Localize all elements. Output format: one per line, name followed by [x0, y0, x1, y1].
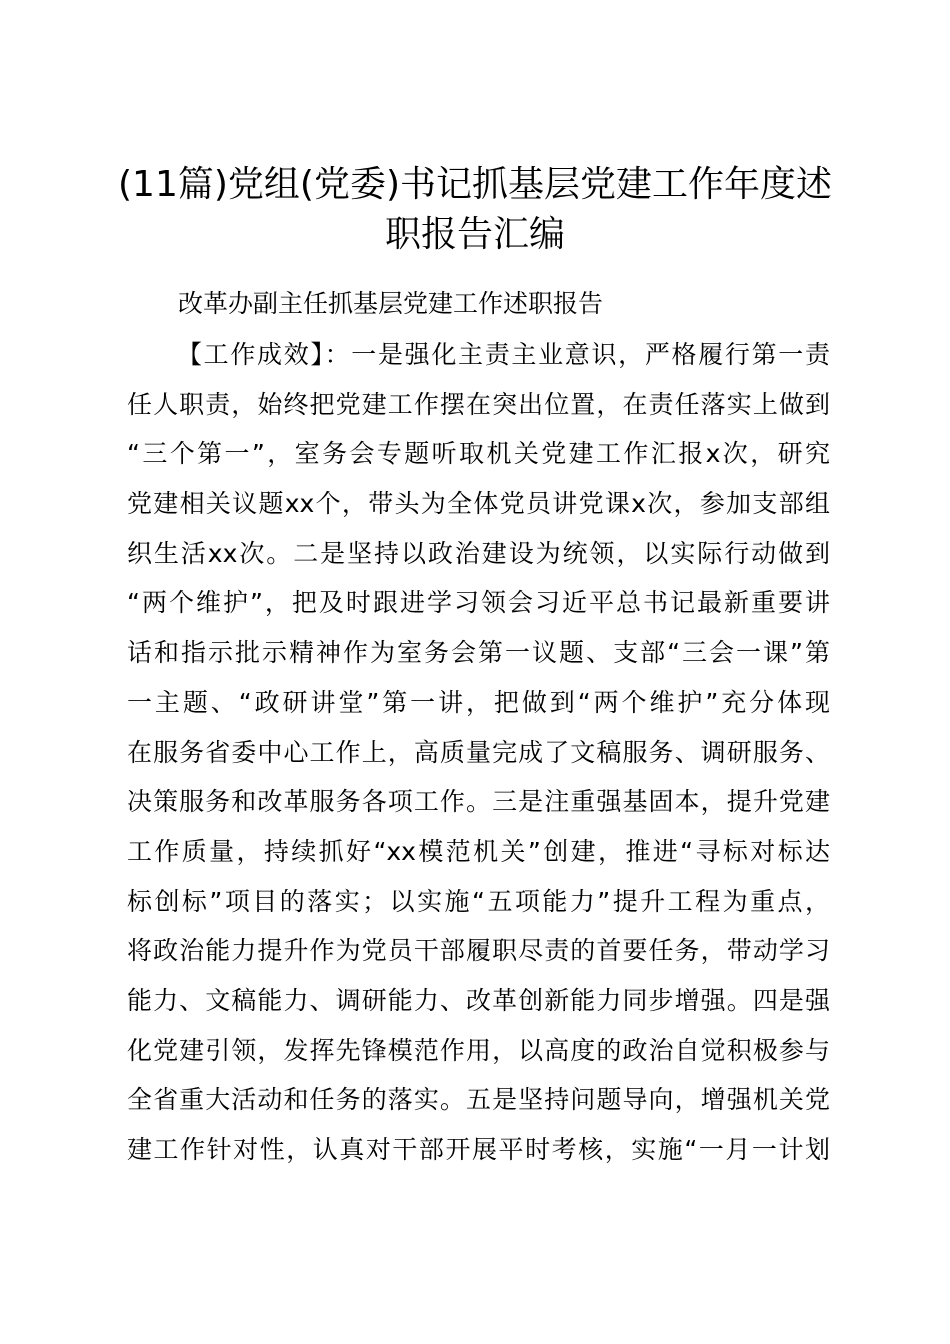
body-line: 标创标”项目的落实；以实施“五项能力”提升工程为重点，	[127, 886, 830, 916]
body-line: 建工作针对性，认真对干部开展平时考核，实施“一月一计划	[127, 1135, 830, 1164]
document-body	[127, 330, 830, 1175]
document-subtitle: 改革办副主任抓基层党建工作述职报告	[178, 289, 604, 318]
body-line: 话和指示批示精神作为室务会第一议题、支部“三会一课”第	[127, 638, 830, 668]
body-line: “三个第一”，室务会专题听取机关党建工作汇报x次，研究	[127, 439, 830, 469]
body-line: 任人职责，始终把党建工作摆在突出位置，在责任落实上做到	[127, 389, 830, 419]
body-line: 织生活xx次。二是坚持以政治建设为统领，以实际行动做到	[127, 538, 830, 568]
body-line: 一主题、“政研讲堂”第一讲，把做到“两个维护”充分体现	[127, 687, 830, 717]
body-line: 决策服务和改革服务各项工作。三是注重强基固本，提升党建	[127, 787, 830, 817]
body-line: 在服务省委中心工作上，高质量完成了文稿服务、调研服务、	[127, 737, 830, 767]
title-line: (11篇)党组(党委)书记抓基层党建工作年度述	[118, 164, 832, 205]
body-line: 将政治能力提升作为党员干部履职尽责的首要任务，带动学习	[127, 936, 830, 966]
body-line: “两个维护”，把及时跟进学习领会习近平总书记最新重要讲	[127, 588, 830, 618]
body-line: 工作质量，持续抓好“xx模范机关”创建，推进“寻标对标达	[127, 836, 830, 866]
body-line: 党建相关议题xx个，带头为全体党员讲党课x次，参加支部组	[127, 489, 830, 519]
body-line: 【工作成效】：一是强化主责主业意识，严格履行第一责	[177, 340, 830, 369]
title-line: 职报告汇编	[384, 214, 565, 255]
document-title	[110, 160, 840, 260]
body-line: 能力、文稿能力、调研能力、改革创新能力同步增强。四是强	[127, 985, 830, 1015]
body-line: 化党建引领，发挥先锋模范作用，以高度的政治自觉积极参与	[127, 1035, 830, 1065]
body-line: 全省重大活动和任务的落实。五是坚持问题导向，增强机关党	[127, 1085, 830, 1115]
